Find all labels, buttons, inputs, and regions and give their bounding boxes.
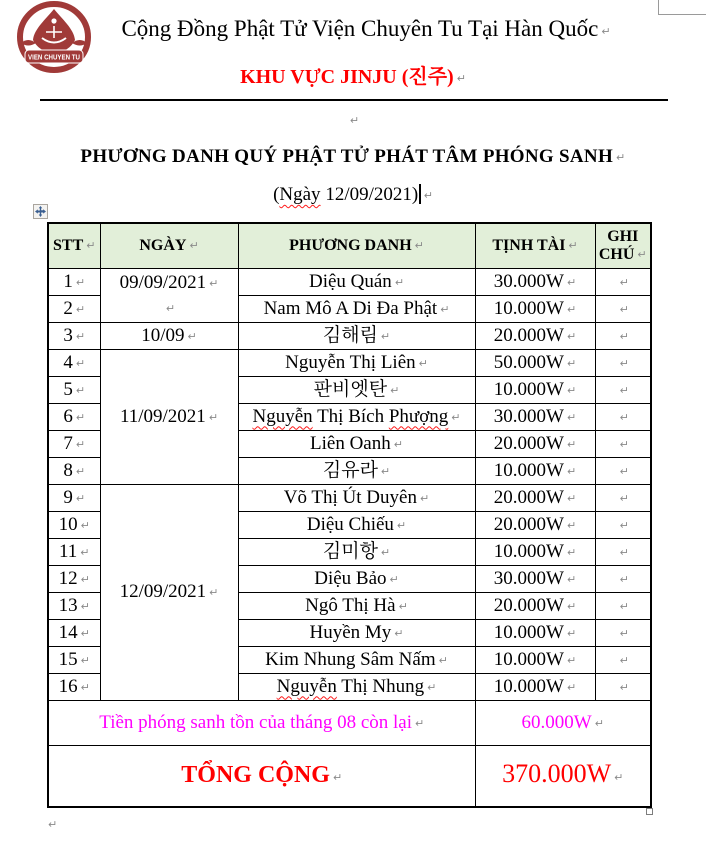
stt-cell: 14 ↵	[48, 620, 100, 647]
cell-end-mark: ↵	[566, 626, 577, 640]
region-title-line	[0, 60, 706, 89]
horizontal-rule	[40, 99, 668, 101]
cell-end-mark: ↵	[393, 437, 403, 451]
col-header-ghi-chu	[595, 223, 651, 269]
note-cell	[595, 647, 651, 674]
footer-label-cell: TỔNG CỘNG ↵	[48, 746, 475, 808]
name-cell	[238, 431, 475, 458]
name-text: Nam Mô A Di Đa Phật	[263, 297, 438, 319]
document-date-line	[0, 184, 706, 206]
cell-end-mark: ↵	[80, 518, 90, 532]
amount-cell: 20.000W ↵	[475, 431, 595, 458]
col-header-label: GHI CHÚ	[598, 227, 639, 263]
note-cell	[595, 404, 651, 431]
cell-end-mark: ↵	[380, 545, 391, 559]
cell-end-mark: ↵	[566, 599, 577, 613]
cell-end-mark: ↵	[80, 572, 90, 586]
cell-end-mark: ↵	[380, 329, 391, 343]
date-cell: 12/09/2021 ↵	[100, 485, 238, 701]
cell-end-mark: ↵	[619, 383, 629, 397]
name-cell	[238, 485, 475, 512]
text-cursor[interactable]	[419, 184, 421, 204]
table-row	[48, 323, 651, 350]
name-text: Liên Oanh	[310, 432, 391, 454]
donation-table	[47, 222, 652, 808]
name-text: 판비엣탄	[313, 378, 388, 400]
name-text: Nguyễn Thị Liên	[285, 351, 416, 373]
table-row	[48, 350, 651, 377]
cell-end-mark: ↵	[566, 680, 577, 694]
final-paragraph-mark	[48, 816, 57, 834]
stt-cell: 15 ↵	[48, 647, 100, 674]
cell-end-mark: ↵	[75, 437, 86, 451]
amount-cell: 30.000W ↵	[475, 404, 595, 431]
note-cell	[595, 485, 651, 512]
name-text: Thị Bích	[312, 405, 389, 427]
cell-end-mark: ↵	[209, 586, 219, 599]
name-cell	[238, 512, 475, 539]
cell-end-mark: ↵	[566, 491, 577, 505]
date-text-line: 09/09/2021 ↵	[119, 271, 219, 293]
cell-end-mark: ↵	[614, 771, 624, 784]
amount-cell: 30.000W ↵	[475, 269, 595, 296]
cell-end-mark: ↵	[451, 410, 461, 424]
cell-end-mark: ↵	[566, 275, 577, 289]
name-cell	[238, 539, 475, 566]
cell-end-mark: ↵	[189, 238, 199, 252]
cell-end-mark: ↵	[187, 329, 197, 343]
cell-end-mark: ↵	[619, 491, 629, 505]
page-margin-corner-mark	[658, 0, 659, 14]
cell-end-mark: ↵	[75, 302, 86, 316]
cell-end-mark: ↵	[75, 356, 86, 370]
cell-end-mark: ↵	[619, 302, 629, 316]
amount-cell: 20.000W ↵	[475, 593, 595, 620]
name-text: Ngô Thị Hà	[305, 594, 396, 616]
col-header-stt	[48, 223, 100, 269]
cell-end-mark: ↵	[419, 491, 430, 505]
stt-cell: 2 ↵	[48, 296, 100, 323]
note-cell	[595, 593, 651, 620]
cell-end-mark: ↵	[75, 275, 86, 289]
cell-end-mark: ↵	[619, 572, 629, 586]
cell-end-mark: ↵	[619, 545, 629, 559]
note-cell	[595, 566, 651, 593]
cell-end-mark: ↵	[566, 383, 577, 397]
cell-end-mark: ↵	[394, 275, 405, 289]
cell-end-mark: ↵	[619, 329, 629, 343]
org-title: Cộng Đồng Phật Tử Viện Chuyên Tu Tại Hàn Quốc	[121, 16, 599, 41]
amount-cell: 10.000W ↵	[475, 458, 595, 485]
stt-cell: 6 ↵	[48, 404, 100, 431]
date-open-paren: (	[273, 184, 280, 205]
footer-amount-cell: 370.000W ↵	[475, 746, 651, 808]
cell-end-mark: ↵	[415, 716, 425, 730]
cell-end-mark: ↵	[414, 238, 424, 252]
name-text: Huyền My	[309, 621, 392, 643]
cell-end-mark: ↵	[80, 653, 90, 667]
name-cell	[238, 593, 475, 620]
stt-cell: 5 ↵	[48, 377, 100, 404]
amount-cell: 20.000W ↵	[475, 485, 595, 512]
cell-end-mark: ↵	[637, 248, 647, 261]
stt-cell: 16 ↵	[48, 674, 100, 701]
paragraph-mark: ↵	[456, 72, 466, 85]
note-cell	[595, 269, 651, 296]
amount-cell: 20.000W ↵	[475, 323, 595, 350]
cell-end-mark: ↵	[619, 410, 629, 424]
amount-cell: 10.000W ↵	[475, 539, 595, 566]
cell-end-mark: ↵	[566, 410, 577, 424]
paragraph-mark: ↵	[48, 818, 58, 831]
name-text: 김해림	[322, 324, 378, 346]
amount-cell: 50.000W ↵	[475, 350, 595, 377]
cell-end-mark: ↵	[80, 599, 90, 613]
table-header-row	[48, 223, 651, 269]
name-text: 김미항	[322, 540, 378, 562]
cell-end-mark: ↵	[75, 464, 86, 478]
stt-cell: 1 ↵	[48, 269, 100, 296]
table-body	[48, 269, 651, 808]
note-cell	[595, 674, 651, 701]
cell-end-mark: ↵	[568, 238, 578, 252]
cell-end-mark: ↵	[75, 329, 86, 343]
cell-end-mark: ↵	[619, 275, 629, 289]
misspelled-word: Phượng	[388, 405, 449, 427]
cell-end-mark: ↵	[80, 680, 90, 694]
move-arrows-icon	[35, 206, 46, 217]
note-cell	[595, 512, 651, 539]
cell-end-mark: ↵	[566, 329, 577, 343]
amount-cell: 20.000W ↵	[475, 512, 595, 539]
cell-end-mark: ↵	[594, 716, 604, 730]
cell-end-mark: ↵	[566, 572, 577, 586]
svg-text:VIEN CHUYEN TU: VIEN CHUYEN TU	[28, 54, 80, 62]
cell-end-mark: ↵	[418, 356, 428, 370]
name-cell	[238, 377, 475, 404]
cell-end-mark: ↵	[398, 599, 408, 613]
cell-end-mark: ↵	[619, 464, 629, 478]
stt-cell: 7 ↵	[48, 431, 100, 458]
misspelled-word: Ngày	[279, 184, 321, 205]
cell-end-mark: ↵	[389, 572, 399, 586]
col-header-tinh-tai	[475, 223, 595, 269]
note-cell	[595, 458, 651, 485]
note-cell	[595, 377, 651, 404]
stt-cell: 8 ↵	[48, 458, 100, 485]
table-resize-handle[interactable]	[646, 808, 653, 815]
carryover-row	[48, 701, 651, 746]
cell-end-mark: ↵	[75, 491, 86, 505]
cell-end-mark: ↵	[566, 464, 577, 478]
col-header-ngay	[100, 223, 238, 269]
col-header-label: TỊNH TÀI	[492, 236, 566, 254]
amount-cell: 10.000W ↵	[475, 674, 595, 701]
stt-cell: 12 ↵	[48, 566, 100, 593]
footer-amount-cell: 60.000W ↵	[475, 701, 651, 746]
cell-end-mark: ↵	[619, 599, 629, 613]
cell-end-mark: ↵	[566, 545, 577, 559]
cell-end-mark: ↵	[80, 545, 90, 559]
cell-end-mark: ↵	[427, 680, 437, 694]
document-title-line	[0, 146, 706, 168]
amount-cell: 30.000W ↵	[475, 566, 595, 593]
document-title: PHƯƠNG DANH QUÝ PHẬT TỬ PHÁT TÂM PHÓNG SANH	[80, 146, 614, 167]
date-text: 12/09/2021)	[320, 184, 419, 205]
name-text: 김유라	[322, 459, 378, 481]
cell-end-mark: ↵	[396, 518, 407, 532]
note-cell	[595, 323, 651, 350]
name-cell	[238, 404, 475, 431]
cell-end-mark: ↵	[208, 410, 219, 424]
name-text: Võ Thị Út Duyên	[283, 486, 417, 508]
total-row	[48, 746, 651, 808]
stt-cell: 3 ↵	[48, 323, 100, 350]
misspelled-word: Nguyễn	[276, 675, 337, 697]
name-cell	[238, 458, 475, 485]
name-text: Thị Nhung	[336, 675, 425, 697]
date-cell: 10/09 ↵	[100, 323, 238, 350]
amount-cell: 10.000W ↵	[475, 296, 595, 323]
name-cell	[238, 566, 475, 593]
amount-cell: 10.000W ↵	[475, 620, 595, 647]
name-cell	[238, 620, 475, 647]
name-cell	[238, 647, 475, 674]
name-text: Diệu Chiếu	[306, 513, 394, 535]
amount-cell: 10.000W ↵	[475, 647, 595, 674]
note-cell	[595, 296, 651, 323]
name-cell	[238, 674, 475, 701]
paragraph-mark: ↵	[601, 25, 611, 38]
note-cell	[595, 620, 651, 647]
name-cell	[238, 269, 475, 296]
cell-end-mark: ↵	[619, 653, 629, 667]
cell-end-mark: ↵	[394, 626, 404, 640]
cell-end-mark: ↵	[75, 410, 86, 424]
name-text: Kim Nhung Sâm Nấm	[265, 648, 436, 670]
stt-cell: 4 ↵	[48, 350, 100, 377]
cell-end-mark: ↵	[619, 680, 629, 694]
cell-end-mark: ↵	[390, 383, 400, 397]
date-cell: 11/09/2021 ↵	[100, 350, 238, 485]
cell-end-mark: ↵	[566, 356, 577, 370]
date-cell	[100, 269, 238, 323]
cell-end-mark: ↵	[566, 653, 577, 667]
cell-end-mark: ↵	[165, 301, 176, 315]
cell-end-mark: ↵	[75, 383, 86, 397]
name-cell	[238, 323, 475, 350]
region-title: KHU VỰC JINJU (진주)	[240, 66, 454, 88]
cell-end-mark: ↵	[619, 356, 629, 370]
empty-paragraph	[0, 112, 706, 130]
cell-end-mark: ↵	[332, 770, 343, 784]
stt-cell: 11 ↵	[48, 539, 100, 566]
note-cell	[595, 539, 651, 566]
table-row	[48, 485, 651, 512]
org-title-line	[0, 16, 706, 42]
paragraph-mark: ↵	[616, 151, 626, 164]
footer-label-cell: Tiền phóng sanh tồn của tháng 08 còn lại ↵	[48, 701, 475, 746]
cell-end-mark: ↵	[619, 437, 629, 451]
paragraph-mark: ↵	[349, 114, 360, 127]
cell-end-mark: ↵	[619, 518, 629, 532]
note-cell	[595, 431, 651, 458]
cell-end-mark: ↵	[440, 302, 450, 316]
stt-cell: 9 ↵	[48, 485, 100, 512]
name-text: Diệu Bảo	[314, 567, 387, 589]
amount-cell: 10.000W ↵	[475, 377, 595, 404]
cell-end-mark: ↵	[80, 626, 90, 640]
table-move-handle[interactable]	[33, 204, 48, 219]
note-cell	[595, 350, 651, 377]
misspelled-word: Nguyễn	[252, 405, 313, 427]
cell-end-mark: ↵	[86, 238, 96, 252]
paragraph-mark: ↵	[423, 189, 433, 202]
page-margin-corner-mark	[658, 14, 706, 15]
stt-cell: 13 ↵	[48, 593, 100, 620]
cell-end-mark: ↵	[566, 518, 577, 532]
empty-cell-line	[103, 296, 236, 321]
col-header-label: NGÀY	[139, 236, 187, 254]
col-header-phuong-danh	[238, 223, 475, 269]
name-cell	[238, 296, 475, 323]
col-header-label: PHƯƠNG DANH	[289, 236, 412, 254]
cell-end-mark: ↵	[380, 464, 391, 478]
table-row	[48, 269, 651, 296]
cell-end-mark: ↵	[619, 626, 629, 640]
cell-end-mark: ↵	[438, 653, 448, 667]
cell-end-mark: ↵	[566, 302, 577, 316]
cell-end-mark: ↵	[209, 276, 219, 290]
name-cell	[238, 350, 475, 377]
stt-cell: 10 ↵	[48, 512, 100, 539]
name-text: Diệu Quán	[308, 270, 392, 292]
cell-end-mark: ↵	[566, 437, 577, 451]
col-header-label: STT	[53, 236, 84, 254]
